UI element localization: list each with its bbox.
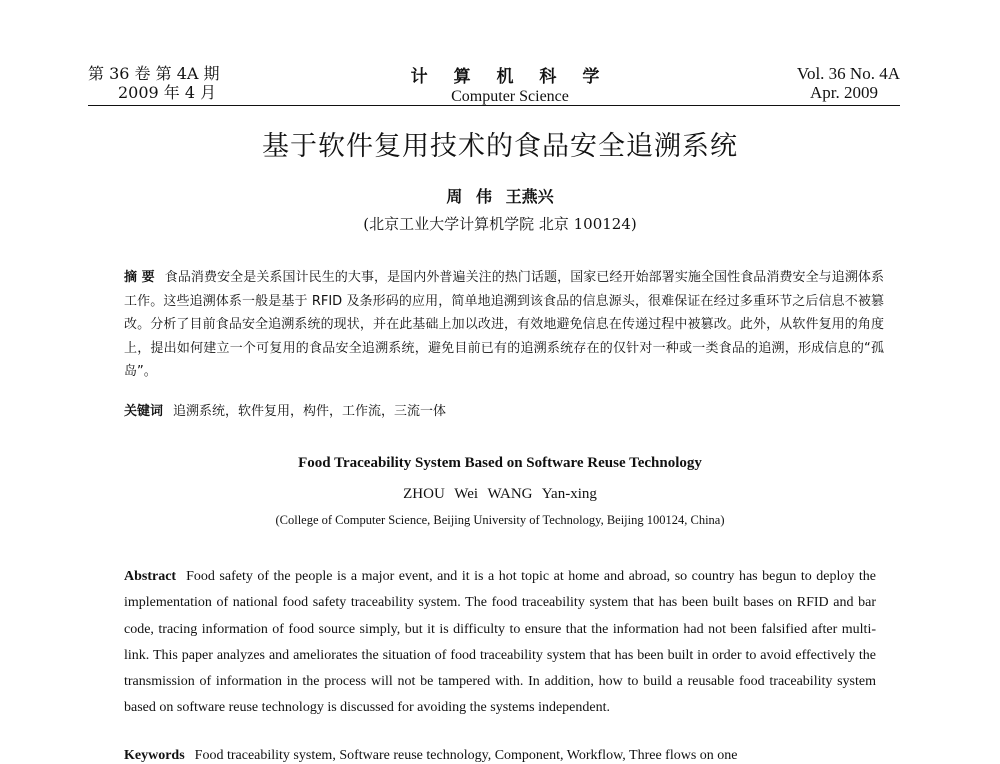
authors-en: ZHOU Wei WANG Yan-xing [403, 486, 597, 502]
paper-title-cn: 基于软件复用技术的食品安全追溯系统 [262, 131, 738, 162]
abstract-en [124, 564, 876, 722]
volume-cn: 第 36 卷 第 4A 期 [88, 64, 220, 83]
abstract-en-text: Food safety of the people is a major event, and it is a hot topic at home and abroad, so country has begun to deploy the implementation of national food safety traceability system. The food traceability system that has been built bases on RFID and bar code, tracing information of food source simply, but it is difficulty to ensure that the information had not been falsified after multi-link. This paper analyzes and ameliorates the situation of food traceability system that has been built in order to avoid effectively the transmission of information in the process will not be tampered with. In addition, how to build a reusable food traceability system based on software reuse technology is discussed for avoiding the systems independent. [124, 569, 876, 716]
abstract-cn-text: 食品消费安全是关系国计民生的大事，是国内外普遍关注的热门话题，国家已经开始部署实施全国性食品消费安全与追溯体系工作。这些追溯体系一般是基于 RFID 及条形码的应用，简单地追溯到该食品的信息源头，很难保证在经过多重环节之后信息不被篡改。分析了目前食品安全追溯系统的现状，并在此基础上加以改进，有效地避免信息在传递过程中被篡改。此外，从软件复用的角度上，提出如何建立一个可复用的食品安全追溯系统，避免目前已有的追溯系统存在的仅针对一种或一类食品的追溯，形成信息的“孤岛”。 [124, 270, 884, 379]
keywords-en-text: Food traceability system, Software reuse technology, Component, Workflow, Three flows on one [194, 748, 738, 763]
volume-en: Vol. 36 No. 4A [796, 64, 900, 83]
header-divider [88, 105, 900, 106]
journal-name-cn: 计 算 机 科 学 [410, 67, 610, 87]
authors-cn: 周 伟 王燕兴 [446, 187, 554, 206]
date-cn: 2009 年 4 月 [118, 83, 217, 102]
keywords-en-label: Keywords [124, 748, 185, 763]
journal-issue-en [797, 64, 900, 102]
affiliation-en: (College of Computer Science, Beijing University of Technology, Beijing 100124, China) [275, 513, 725, 527]
journal-issue-cn [88, 64, 220, 102]
keywords-en [124, 748, 876, 764]
keywords-cn-label: 关键词 [124, 404, 164, 419]
journal-name-en: Computer Science [451, 88, 569, 105]
journal-name [400, 62, 620, 107]
abstract-cn-label: 摘 要 [124, 270, 155, 285]
affiliation-cn: (北京工业大学计算机学院 北京 100124) [363, 215, 637, 233]
date-en: Apr. 2009 [810, 83, 878, 102]
keywords-cn-text: 追溯系统，软件复用，构件，工作流，三流一体 [173, 404, 447, 419]
abstract-cn [124, 266, 884, 384]
paper-title-en: Food Traceability System Based on Software Reuse Technology [298, 455, 702, 471]
abstract-en-label: Abstract [124, 569, 177, 584]
keywords-cn [124, 400, 884, 419]
